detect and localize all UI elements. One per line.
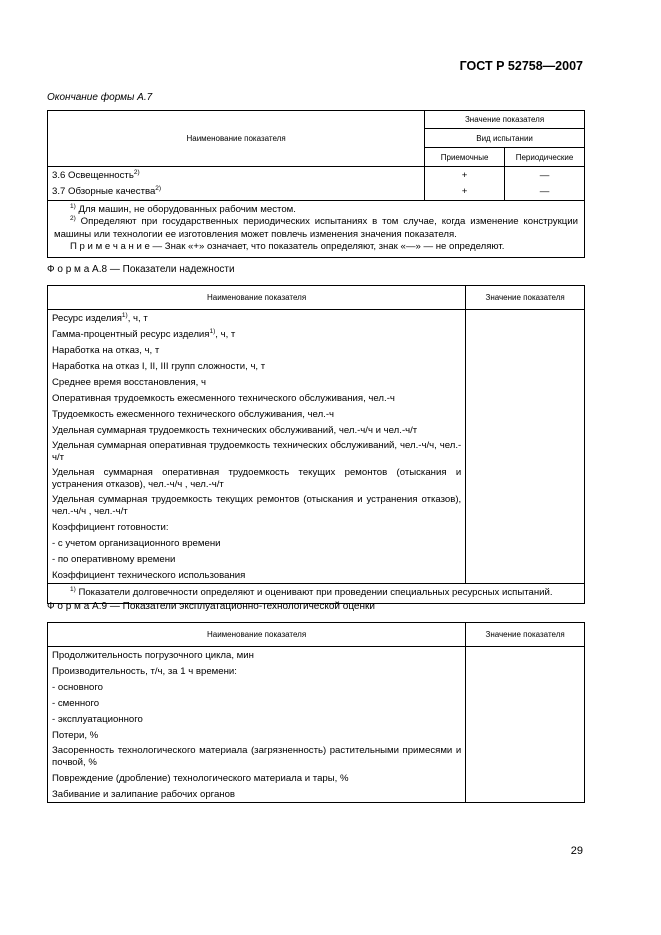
col-acceptance-header: Приемочные — [425, 148, 505, 167]
table-row — [48, 551, 585, 567]
table-row — [48, 647, 585, 664]
row-text: Повреждение (дробление) технологического материала и тары, % — [48, 770, 466, 786]
table-row — [48, 342, 585, 358]
row-text: Засоренность технологического материала (загрязненность) растительными примесями и почвой, % — [48, 743, 466, 770]
footnote-2: Определяют при государственных периодических испытаниях в том случае, когда изменение конструкции машины или технологии ее изготовления может повлечь изменения значения показателя. — [54, 216, 578, 240]
acceptance-value: + — [425, 183, 505, 200]
table-row — [48, 679, 585, 695]
table-row — [48, 438, 585, 465]
table-row — [48, 492, 585, 519]
row-text: Оперативная трудоемкость ежесменного технического обслуживания, чел.-ч — [48, 390, 466, 406]
page-number: 29 — [570, 845, 583, 857]
row-name: 3.7 Обзорные качества — [52, 186, 156, 198]
row-text: - с учетом организационного времени — [48, 535, 466, 551]
table-row — [48, 711, 585, 727]
standard-code: ГОСТ Р 52758—2007 — [459, 59, 583, 73]
row-name: 3.6 Освещенность — [52, 170, 134, 181]
row-text: - по оперативному времени — [48, 551, 466, 567]
form-a7-table — [47, 110, 585, 258]
footnote-mark: 1) — [70, 585, 76, 593]
table-row — [48, 786, 585, 803]
table-row — [48, 358, 585, 374]
table-row — [48, 310, 585, 327]
footnote-ref: 1) — [209, 327, 216, 335]
periodic-value: — — [505, 167, 585, 184]
row-text: Удельная суммарная оперативная трудоемкость технических обслуживаний, чел.-ч/ч, чел.-ч/т — [48, 438, 466, 465]
table-row — [48, 183, 585, 200]
acceptance-value: + — [425, 167, 505, 184]
row-text: - основного — [48, 679, 466, 695]
form-a7-notes — [48, 200, 585, 257]
form-a7-caption: Окончание формы А.7 — [47, 92, 153, 103]
col-periodic-header: Периодические — [505, 148, 585, 167]
table-row — [48, 374, 585, 390]
row-text: Коэффициент технического использования — [48, 567, 466, 584]
table-row — [48, 727, 585, 743]
table-row — [48, 422, 585, 438]
col-test-type-header: Вид испытании — [425, 129, 585, 148]
row-text: Удельная суммарная трудоемкость текущих ремонтов (отыскания и устранения отказов), чел.-ч/ч , чел.-ч/т — [48, 492, 466, 519]
form-a8-table — [47, 285, 585, 604]
col-name-header: Наименование показателя — [48, 111, 425, 167]
row-text: Удельная суммарная оперативная трудоемкость текущих ремонтов (отыскания и устранения отказов), чел.-ч/ч , чел.-ч/т — [48, 465, 466, 492]
row-text: Гамма-процентный ресурс изделия — [52, 329, 210, 340]
footnote-mark: 1) — [70, 202, 76, 210]
row-unit: , ч, т — [215, 329, 236, 340]
table-row — [48, 326, 585, 342]
table-row — [48, 695, 585, 711]
form-a9-table — [47, 622, 585, 803]
row-text: Наработка на отказ I, II, III групп сложности, ч, т — [48, 358, 466, 374]
form-a9-caption — [47, 601, 375, 612]
note-text: — Знак «+» означает, что показатель определяют, знак «—» — не определяют. — [149, 241, 505, 252]
footnote-1: Для машин, не оборудованных рабочим местом. — [75, 203, 296, 215]
form-title: А.8 — Показатели надежности — [89, 264, 235, 275]
col-value-header: Значение показателя — [466, 623, 585, 647]
col-name-header: Наименование показателя — [48, 623, 466, 647]
table-row — [48, 770, 585, 786]
col-value-header: Значение показателя — [466, 286, 585, 310]
table-row — [48, 743, 585, 770]
table-row — [48, 167, 585, 184]
table-row — [48, 519, 585, 535]
row-text: Удельная суммарная трудоемкость технических обслуживаний, чел.-ч/ч и чел.-ч/т — [48, 422, 466, 438]
row-text: Трудоемкость ежесменного технического обслуживания, чел.-ч — [48, 406, 466, 422]
footnote-mark: 2) — [70, 214, 76, 222]
row-text: Продолжительность погрузочного цикла, мин — [48, 647, 466, 664]
row-text: Потери, % — [48, 727, 466, 743]
form-a8-caption — [47, 264, 235, 275]
row-text: - эксплуатационного — [48, 711, 466, 727]
row-text: - сменного — [48, 695, 466, 711]
col-name-header: Наименование показателя — [48, 286, 466, 310]
row-text: Наработка на отказ, ч, т — [48, 342, 466, 358]
row-text: Ресурс изделия — [52, 313, 122, 324]
table-row — [48, 535, 585, 551]
footnote-ref: 1) — [121, 311, 128, 319]
table-row — [48, 465, 585, 492]
table-row — [48, 390, 585, 406]
footnote-text: Показатели долговечности определяют и оценивают при проведении специальных ресурсных испытаний. — [75, 587, 553, 598]
footnote-ref: 2) — [133, 168, 140, 176]
note-label: П р и м е ч а н и е — [70, 241, 150, 252]
row-unit: , ч, т — [127, 313, 148, 324]
row-text: Производительность, т/ч, за 1 ч времени: — [48, 663, 466, 679]
table-row — [48, 663, 585, 679]
col-value-header: Значение показателя — [425, 111, 585, 129]
row-text: Забивание и залипание рабочих органов — [48, 786, 466, 803]
table-row — [48, 567, 585, 584]
periodic-value: — — [505, 183, 585, 200]
form-title: А.9 — Показатели эксплуатационно-технологической оценки — [89, 601, 375, 612]
row-text: Коэффициент готовности: — [48, 519, 466, 535]
footnote-ref: 2) — [155, 185, 162, 193]
row-text: Среднее время восстановления, ч — [48, 374, 466, 390]
form-label: Ф о р м а — [47, 601, 90, 612]
form-label: Ф о р м а — [47, 264, 90, 275]
table-row — [48, 406, 585, 422]
